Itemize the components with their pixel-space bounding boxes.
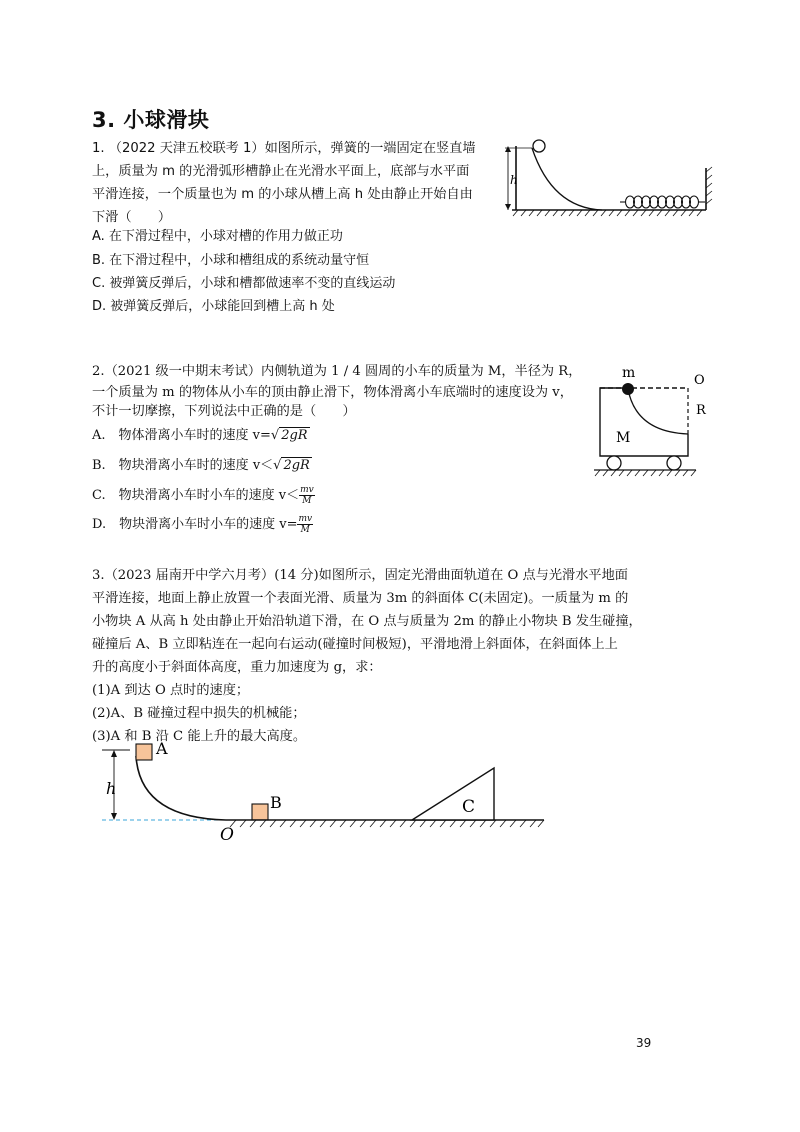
q3-line: 小物块 A 从高 h 处由静止开始沿轨道下滑，在 O 点与质量为 2m 的静止小物块 B 发生碰撞， xyxy=(92,614,642,629)
q1-option-a: A. 在下滑过程中，小球对槽的作用力做正功 xyxy=(92,229,343,244)
q3-o-label: O xyxy=(220,825,234,845)
wheel xyxy=(607,456,621,470)
fraction-mv-over-M: $\frac{mv}{M}$ xyxy=(298,514,313,535)
q1-figure xyxy=(502,138,714,218)
q2-line: 2.（2021 级一中期末考试）内侧轨道为 1 / 4 圆周的小车的质量为 M，半径为 R， xyxy=(92,364,582,379)
wheel xyxy=(667,456,681,470)
sqrt-2gR: √ 2gR xyxy=(270,428,308,443)
q2-M-label: M xyxy=(616,430,631,446)
spring xyxy=(620,196,705,208)
q1-line: 平滑连接，一个质量也为 m 的小球从槽上高 h 处由静止开始自由 xyxy=(92,187,473,202)
q3-a-label: A xyxy=(156,739,168,758)
section-title: 3. 小球滑块 xyxy=(92,108,210,132)
q2-option-a-text: A. 物体滑离小车时的速度 v= xyxy=(92,428,271,443)
q2-option-c xyxy=(92,484,315,506)
q3-c-label: C xyxy=(462,797,476,817)
q1-option-b: B. 在下滑过程中，小球和槽组成的系统动量守恒 xyxy=(92,253,370,268)
q1-line: 上，质量为 m 的光滑弧形槽静止在光滑水平面上，底部与水平面 xyxy=(92,164,470,179)
q2-option-a xyxy=(92,424,310,443)
ball xyxy=(533,140,545,152)
q2-r-label: R xyxy=(696,403,706,418)
q2-line: 不计一切摩擦，下列说法中正确的是（ ） xyxy=(92,404,356,419)
fraction-mv-over-M: $\frac{mv}{M}$ xyxy=(300,485,314,506)
page-number: 39 xyxy=(636,1036,652,1050)
q3-line: 升的高度小于斜面体高度，重力加速度为 g，求： xyxy=(92,660,382,675)
sqrt-2gR: √ 2gR xyxy=(273,458,310,473)
q3-line: (2)A、B 碰撞过程中损失的机械能； xyxy=(92,706,306,721)
q2-figure xyxy=(590,360,720,480)
q2-option-b-text: B. 物块滑离小车时的速度 v＜ xyxy=(92,458,274,473)
q1-line: 1. （2022 天津五校联考 1）如图所示，弹簧的一端固定在竖直墙 xyxy=(92,141,476,156)
q3-b-label: B xyxy=(270,793,282,812)
block-b xyxy=(252,804,268,820)
block-a xyxy=(136,744,152,760)
q3-line: 碰撞后 A、B 立即粘连在一起向右运动(碰撞时间极短)，平滑地滑上斜面体，在斜面体上上 xyxy=(92,637,618,652)
q2-option-d-text: D. 物块滑离小车时小车的速度 v= xyxy=(92,517,298,532)
q2-option-d xyxy=(92,513,313,535)
q2-option-c-text: C. 物块滑离小车时小车的速度 v＜ xyxy=(92,488,300,503)
q3-figure xyxy=(96,738,552,848)
q1-option-d: D. 被弹簧反弹后，小球能回到槽上高 h 处 xyxy=(92,299,335,314)
q3-line: (1)A 到达 O 点时的速度； xyxy=(92,683,250,698)
q1-h-label: h xyxy=(510,173,518,187)
q2-o-label: O xyxy=(694,373,705,388)
q3-h-label: h xyxy=(106,779,117,798)
q3-line: 3.（2023 届南开中学六月考）(14 分)如图所示，固定光滑曲面轨道在 O 点与光滑水平地面 xyxy=(92,568,628,583)
q2-option-b xyxy=(92,454,312,473)
q1-line: 下滑（ ） xyxy=(92,210,172,225)
q3-line: (3)A 和 B 沿 C 能上升的最大高度。 xyxy=(92,729,307,744)
wedge-c xyxy=(412,768,494,820)
q3-line: 平滑连接，地面上静止放置一个表面光滑、质量为 3m 的斜面体 C(未固定)。一质量为 m 的 xyxy=(92,591,629,606)
q1-option-c: C. 被弹簧反弹后，小球和槽都做速率不变的直线运动 xyxy=(92,276,396,291)
ball xyxy=(622,383,634,395)
q2-line: 一个质量为 m 的物体从小车的顶由静止滑下，物体滑离小车底端时的速度设为 v， xyxy=(92,385,573,400)
q2-m-label: m xyxy=(622,365,636,381)
